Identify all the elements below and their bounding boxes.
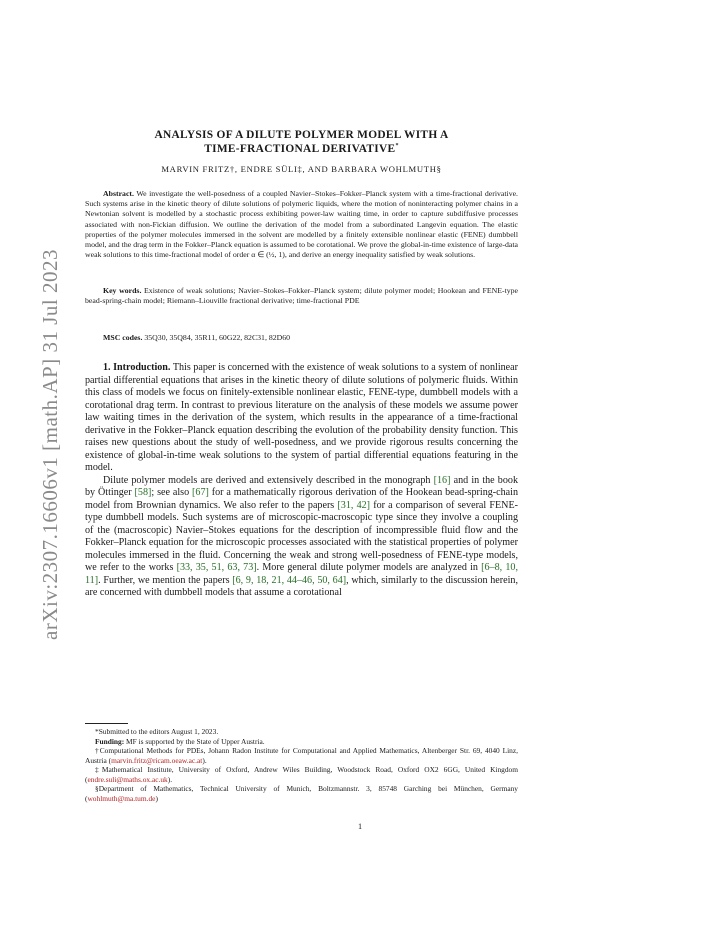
title-line-2: TIME-FRACTIONAL DERIVATIVE* — [204, 143, 399, 155]
footnote-affiliation-wohlmuth: §Department of Mathematics, Technical University of Munich, Boltzmannstr. 3, 85748 Garching bei München, Germany (wohlmuth@ma.tum.de) — [85, 784, 518, 803]
paper-title — [85, 128, 518, 156]
title-line-1: ANALYSIS OF A DILUTE POLYMER MODEL WITH A — [154, 129, 449, 141]
footnote-affiliation-suli: ‡Mathematical Institute, University of Oxford, Andrew Wiles Building, Woodstock Road, Oxford OX2 6GG, United Kingdom (endre.suli@maths.ox.ac.uk). — [85, 765, 518, 784]
citation-link[interactable]: [6, 9, 18, 21, 44–46, 50, 64] — [232, 574, 347, 586]
msc-label: MSC codes. — [103, 333, 143, 342]
arxiv-identifier: arXiv:2307.16606v1 [math.AP] 31 Jul 2023 — [38, 249, 62, 640]
footnotes — [85, 727, 518, 803]
footnote-affiliation-fritz: †Computational Methods for PDEs, Johann Radon Institute for Computational and Applied Mathematics, Altenberger Str. 69, 4040 Linz, Austria (marvin.fritz@ricam.oeaw.ac.at). — [85, 746, 518, 765]
citation-link[interactable]: [58] — [134, 487, 152, 498]
footnote-rule — [85, 723, 128, 724]
citation-link[interactable]: [6–8, 10, 11] — [85, 562, 518, 586]
citation-link[interactable]: [31, 42] — [337, 499, 371, 511]
abstract-label: Abstract. — [103, 189, 134, 198]
citation-link[interactable]: [67] — [192, 487, 209, 498]
keywords — [85, 286, 518, 306]
keywords-label: Key words. — [103, 286, 142, 295]
author-list: MARVIN FRITZ†, ENDRE SÜLI‡, AND BARBARA WOHLMUTH§ — [161, 164, 442, 174]
section-heading: 1. Introduction. — [103, 362, 171, 373]
citation-link[interactable]: [16] — [433, 474, 451, 486]
footnote-funding: Funding: MF is supported by the State of Upper Austria. — [95, 736, 265, 746]
email-link[interactable]: marvin.fritz@ricam.oeaw.ac.at — [111, 755, 203, 765]
title-footnote-mark: * — [395, 143, 399, 150]
email-link[interactable]: wohlmuth@ma.tum.de — [87, 793, 156, 803]
page-number: 1 — [357, 822, 363, 831]
citation-link[interactable]: [33, 35, 51, 63, 73] — [176, 562, 257, 573]
intro-paragraph-1: 1. Introduction. This paper is concerned with the existence of weak solutions to a system of nonlinear partial differential equations that arises in the kinetic theory of dilute solutions of polymeric fluids. Within this class of models we focus on finitely-extensible nonlinear elastic, FENE-type, dumbbell models with a corotational drag term. In contrast to previous literature on the analysis of these models we assume power law waiting times in the derivation of the system, which results in the appearance of a time-fractional derivative in the Fokker–Planck equation describing the evolution of the probability density function. This raises new questions about the study of well-posedness, and we provide rigorous results concerning the existence of global-in-time weak solutions to the system of partial differential equations featuring in the model. — [85, 362, 518, 473]
introduction-section — [85, 362, 518, 600]
msc-text: 35Q30, 35Q84, 35R11, 60G22, 82C31, 82D60 — [144, 333, 291, 342]
abstract — [85, 189, 518, 260]
msc-codes — [85, 333, 518, 343]
keywords-text: Existence of weak solutions; Navier–Stokes–Fokker–Planck system; dilute polymer model; Hookean and FENE-type bead-spring-chain model; Riemann–Liouville fractional derivative; time-fractional PDE — [85, 286, 518, 306]
footnote-submitted: *Submitted to the editors August 1, 2023. — [95, 727, 219, 736]
email-link[interactable]: endre.suli@maths.ox.ac.uk — [87, 774, 168, 784]
abstract-text: We investigate the well-posedness of a coupled Navier–Stokes–Fokker–Planck system with a time-fractional derivative. Such systems arise in the kinetic theory of dilute solutions of polymeric liquids, where the motion of noninteracting polymer chains in a Newtonian solvent is modelled by a stochastic process exhibiting power-law waiting time, in order to capture subdiffusive processes associated with non-Fickian diffusion. We outline the derivation of the model from a subordinated Langevin equation. The elastic properties of the polymer molecules immersed in the solvent are modelled by a finitely extensible nonlinear elastic (FENE) dumbbell model, and the drag term in the Fokker–Planck equation is assumed to be corotational. We prove the global-in-time existence of large-data weak solutions to this time-fractional model of order α ∈ (½, 1), and derive an energy inequality satisfied by weak solutions. — [85, 189, 518, 260]
intro-paragraph-2: Dilute polymer models are derived and extensively described in the monograph [16] and in the book by Öttinger [58]; see also [67] for a mathematically rigorous derivation of the Hookean bead-spring-chain model from Brownian dynamics. We also refer to the papers [31, 42] for a comparison of several FENE-type dumbbell models. Such systems are of microscopic-macroscopic type since they involve a coupling of the (macroscopic) Navier–Stokes equations for the description of incompressible fluid flow and the Fokker–Planck equation for the microscopic processes associated with the statistical properties of polymer molecules immersed in the fluid. Concerning the weak and strong well-posedness of FENE-type models, we refer to the works [33, 35, 51, 63, 73]. More general dilute polymer models are analyzed in [6–8, 10, 11]. Further, we mention the papers [6, 9, 18, 21, 44–46, 50, 64], which, similarly to the discussion herein, are concerned with dumbbell models that assume a corotational — [85, 474, 519, 598]
